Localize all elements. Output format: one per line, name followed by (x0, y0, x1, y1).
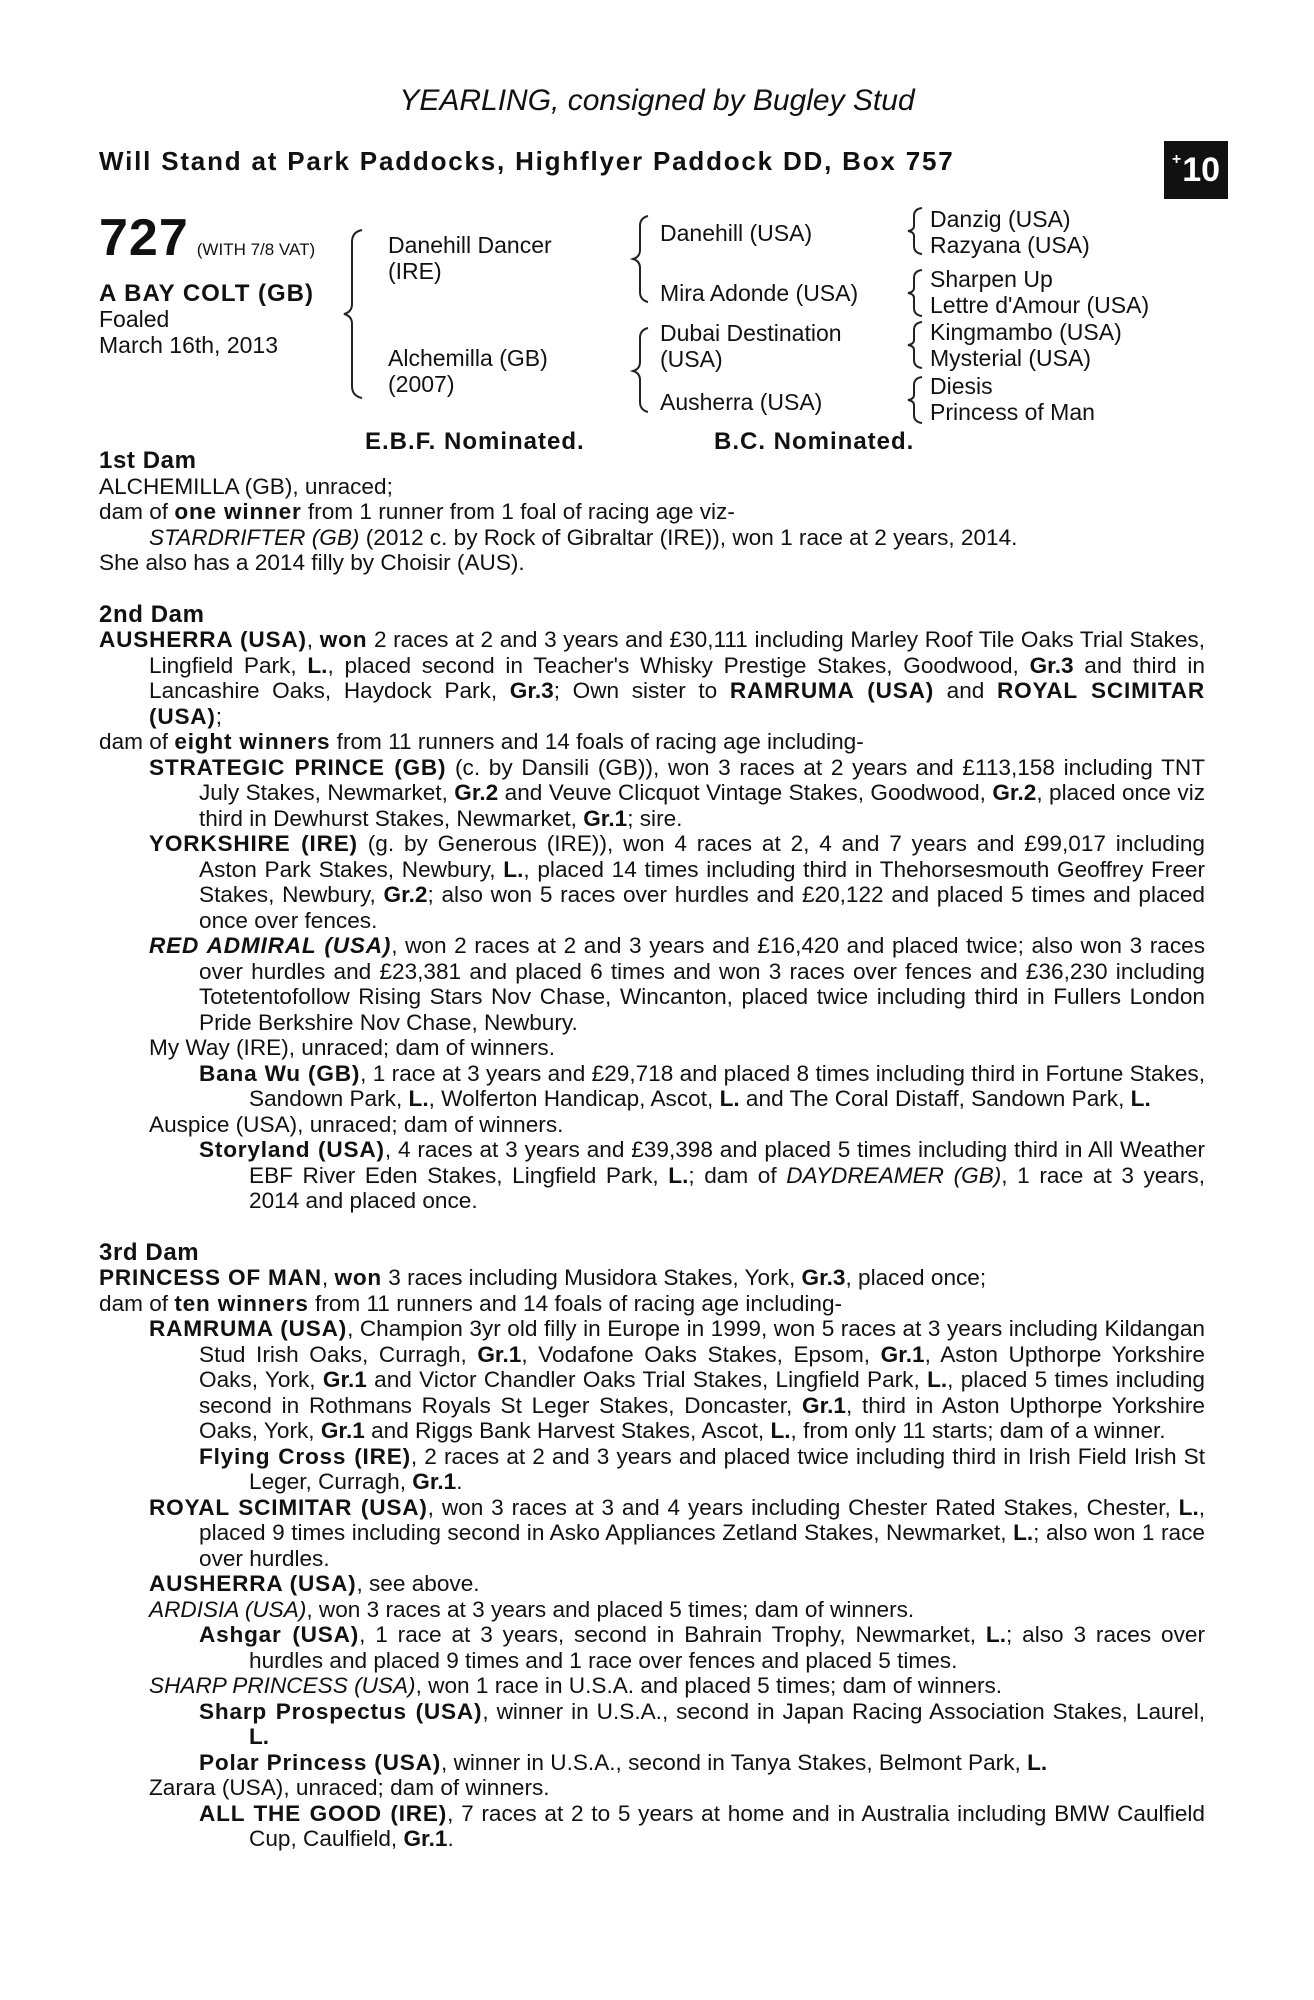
lot-description: A BAY COLT (GB) (99, 280, 315, 307)
foaled-info (99, 306, 278, 358)
dam-year: (2007) (388, 371, 455, 397)
sire-dam: Mira Adonde (USA) (660, 280, 859, 306)
stand-location: Will Stand at Park Paddocks, Highflyer Paddock DD, Box 757 (99, 146, 955, 176)
badge-number: 10 (1182, 150, 1221, 189)
second-dam-produce: dam of eight winners from 11 runners and 14 foals of racing age including- (99, 729, 864, 754)
first-dam-line: ALCHEMILLA (GB), unraced; (99, 473, 393, 499)
sire-name: Danehill Dancer (388, 232, 552, 258)
my-way-entry: My Way (IRE), unraced; dam of winners. (149, 1035, 555, 1060)
page-title: YEARLING, consigned by Bugley Stud (399, 84, 915, 117)
gg-5: Kingmambo (USA) (930, 319, 1122, 345)
lot-number: 727 (99, 209, 189, 267)
dam-parents-brace (630, 326, 654, 414)
ramruma-entry: RAMRUMA (USA), Champion 3yr old filly in Europe in 1999, won 5 races at 3 years including Kildangan Stud Irish Oaks, Curragh, Gr.1, Vodafone Oaks Stakes, Epsom, Gr.1, Aston Upthorpe Yorkshire Oaks, York, Gr.1 and Victor Chandler Oaks Trial Stakes, Lingfield Park, L., placed 5 times including second in Rothmans Royals St Leger Stakes, Doncaster, Gr.1, third in Aston Upthorpe Yorkshire Oaks, York, Gr.1 and Riggs Bank Harvest Stakes, Ascot, L., from only 11 starts; dam of a winner. (149, 1316, 1205, 1443)
gg-4: Lettre d'Amour (USA) (930, 292, 1150, 318)
zarara-entry: Zarara (USA), unraced; dam of winners. (149, 1775, 550, 1800)
third-dam-produce: dam of ten winners from 11 runners and 14 foals of racing age including- (99, 1290, 843, 1316)
storyland-entry: Storyland (USA), 4 races at 3 years and £39,398 and placed 5 times including third in All Weather EBF River Eden Stakes, Lingfield Park, L.; dam of DAYDREAMER (GB), 1 race at 3 years, 2014 and placed once. (199, 1137, 1206, 1213)
all-the-good-entry: ALL THE GOOD (IRE), 7 races at 2 to 5 years at home and in Australia including BMW Caulfield Cup, Caulfield, Gr.1. (199, 1800, 1205, 1851)
dam-sire: Dubai Destination (660, 320, 842, 346)
second-dam-record: AUSHERRA (USA), won 2 races at 2 and 3 years and £30,111 including Marley Roof Tile Oaks Trial Stakes, Lingfield Park, L., placed second in Teacher's Whisky Prestige Stakes, Goodwood, Gr.3 and third in Lancashire Oaks, Haydock Park, Gr.3; Own sister to RAMRUMA (USA) and ROYAL SCIMITAR (USA); (99, 627, 1205, 729)
foaled-date: March 16th, 2013 (99, 332, 279, 358)
first-dam-note: She also has a 2014 filly by Choisir (AUS). (99, 550, 525, 575)
dam-sire-origin: (USA) (660, 346, 723, 372)
gg-3: Sharpen Up (930, 266, 1053, 292)
gg-7: Diesis (930, 373, 993, 399)
dam-dam: Ausherra (USA) (660, 389, 823, 415)
g-brace-1 (904, 206, 926, 256)
ausherra-entry: AUSHERRA (USA), see above. (149, 1571, 480, 1596)
third-dam-heading: 3rd Dam (99, 1238, 200, 1266)
lot-header (99, 208, 315, 268)
dam-name: Alchemilla (GB) (388, 345, 548, 371)
ardisia-entry: ARDISIA (USA), won 3 races at 3 years and placed 5 times; dam of winners. (149, 1596, 915, 1622)
sire-dam-brace (340, 228, 370, 400)
badge-plus: + (1171, 151, 1182, 168)
g-brace-2 (904, 268, 926, 318)
first-dam-heading: 1st Dam (99, 447, 197, 474)
flying-cross-entry: Flying Cross (IRE), 2 races at 2 and 3 years and placed twice including third in Irish Field Irish St Leger, Curragh, Gr.1. (199, 1443, 1205, 1494)
catalogue-body (99, 448, 1205, 1852)
ebf-nomination: E.B.F. Nominated. (365, 428, 585, 455)
sharp-prospectus-entry: Sharp Prospectus (USA), winner in U.S.A., second in Japan Racing Association Stakes, Laurel, L. (199, 1698, 1205, 1749)
second-dam-heading: 2nd Dam (99, 600, 205, 628)
red-admiral-entry: RED ADMIRAL (USA), won 2 races at 2 and 3 years and £16,420 and placed twice; also won 3 races over hurdles and £23,381 and placed 6 times and won 3 races over fences and £36,230 including Totetentofollow Rising Stars Nov Chase, Wincanton, placed twice including third in Fullers London Pride Berkshire Nov Chase, Newbury. (149, 933, 1206, 1035)
first-dam-foal: STARDRIFTER (GB) (2012 c. by Rock of Gibraltar (IRE)), won 1 race at 2 years, 2014. (149, 524, 1018, 550)
gg-6: Mysterial (USA) (930, 345, 1092, 371)
third-dam-record: PRINCESS OF MAN, won 3 races including Musidora Stakes, York, Gr.3, placed once; (99, 1265, 987, 1290)
sire-parents-brace (630, 214, 654, 304)
polar-princess-entry: Polar Princess (USA), winner in U.S.A., second in Tanya Stakes, Belmont Park, L. (199, 1749, 1048, 1775)
strategic-prince-entry: STRATEGIC PRINCE (GB) (c. by Dansili (GB)), won 3 races at 2 years and £113,158 including TNT July Stakes, Newmarket, Gr.2 and Veuve Clicquot Vintage Stakes, Goodwood, Gr.2, placed once viz third in Dewhurst Stakes, Newmarket, Gr.1; sire. (149, 754, 1206, 831)
g-brace-3 (904, 320, 926, 370)
g-brace-4 (904, 375, 926, 425)
sharp-princess-entry: SHARP PRINCESS (USA), won 1 race in U.S.A. and placed 5 times; dam of winners. (149, 1673, 1003, 1698)
lot-badge (1164, 141, 1228, 199)
foaled-label: Foaled (99, 306, 170, 332)
sire-origin: (IRE) (388, 258, 442, 284)
auspice-entry: Auspice (USA), unraced; dam of winners. (149, 1111, 564, 1137)
first-dam-produce: dam of one winner from 1 runner from 1 foal of racing age viz- (99, 499, 735, 524)
vat-note: (WITH 7/8 VAT) (196, 240, 316, 259)
yorkshire-entry: YORKSHIRE (IRE) (g. by Generous (IRE)), won 4 races at 2, 4 and 7 years and £99,017 including Aston Park Stakes, Newbury, L., placed 14 times including third in Thehorsesmouth Geoffrey Freer Stakes, Newbury, Gr.2; also won 5 races over hurdles and £20,122 and placed 5 times and placed once over fences. (149, 831, 1205, 933)
bc-nomination: B.C. Nominated. (714, 428, 915, 455)
gg-8: Princess of Man (930, 399, 1095, 425)
sire-sire: Danehill (USA) (660, 220, 813, 246)
gg-2: Razyana (USA) (930, 232, 1090, 258)
ashgar-entry: Ashgar (USA), 1 race at 3 years, second in Bahrain Trophy, Newmarket, L.; also 3 races over hurdles and placed 9 times and 1 race over fences and placed 5 times. (199, 1622, 1205, 1673)
royal-scimitar-entry: ROYAL SCIMITAR (USA), won 3 races at 3 and 4 years including Chester Rated Stakes, Chester, L., placed 9 times including second in Asko Appliances Zetland Stakes, Newmarket, L.; also won 1 race over hurdles. (149, 1494, 1206, 1571)
gg-1: Danzig (USA) (930, 206, 1071, 232)
bana-wu-entry: Bana Wu (GB), 1 race at 3 years and £29,718 and placed 8 times including third in Fortune Stakes, Sandown Park, L., Wolferton Handicap, Ascot, L. and The Coral Distaff, Sandown Park, L. (199, 1060, 1206, 1111)
